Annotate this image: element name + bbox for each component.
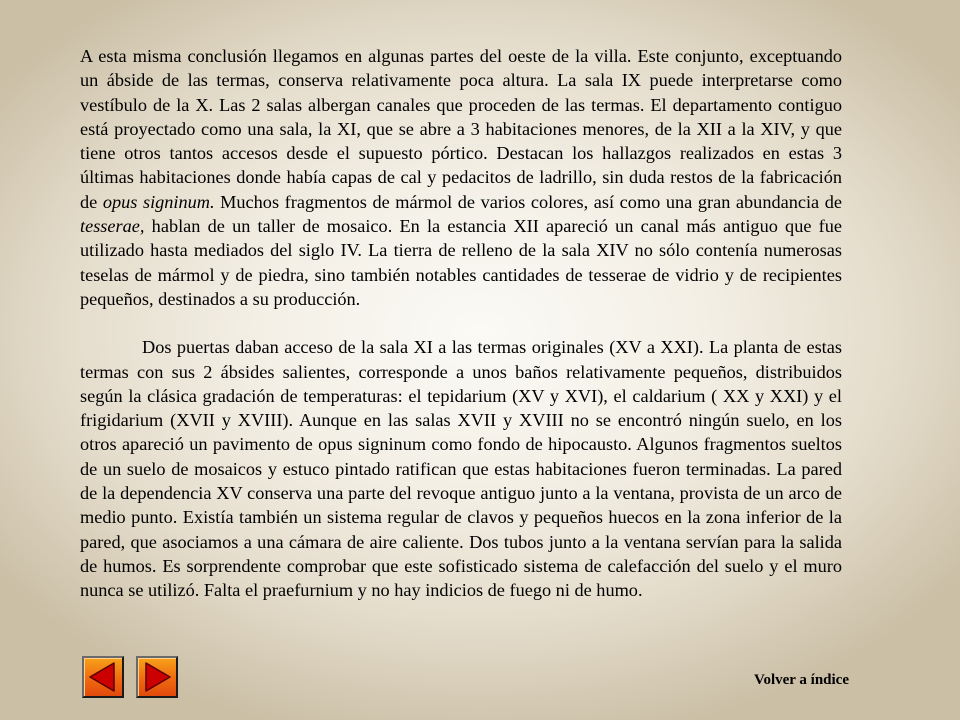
- latin-term-opus-signinum: opus signinum.: [102, 191, 215, 212]
- paragraph-2: Dos puertas daban acceso de la sala XI a las termas originales (XV a XXI). La planta de estas termas con sus 2 ábsides salientes, corresponde a unos baños relativamente pequeños, distribuidos según la clásica gradación de temperaturas: el tepidarium (XV y XVI), el caldarium ( XX y XXI) y el frigidarium (XVII y XVIII). Aunque en las salas XVII y XVIII no se encontró ningún suelo, en los otros apareció un pavimento de opus signinum como fondo de hipocausto. Algunos fragmentos sueltos de un suelo de mosaicos y estuco pintado ratifican que estas habitaciones fueron terminadas. La pared de la dependencia XV conserva una parte del revoque antiguo junto a la ventana, provista de un arco de medio punto. Existía también un sistema regular de clavos y pequeños huecos en la zona inferior de la pared, que asociamos a una cámara de aire caliente. Dos tubos junto a la ventana servían para la salida de humos. Es sorprendente comprobar que este sofisticado sistema de calefacción del suelo y el muro nunca se utilizó. Falta el praefurnium y no hay indicios de fuego ni de humo.: [80, 337, 842, 601]
- arrow-left-icon: [84, 658, 122, 696]
- latin-term-tesserae: tesserae,: [80, 216, 145, 237]
- document-body: [80, 44, 842, 603]
- back-to-index-link[interactable]: Volver a índice: [754, 672, 850, 688]
- arrow-right-icon: [138, 658, 176, 696]
- paragraph-1-part-2: Muchos fragmentos de mármol de varios colores, así como una gran abundancia de: [214, 191, 843, 212]
- next-slide-button[interactable]: [136, 656, 178, 698]
- previous-slide-button[interactable]: [82, 656, 124, 698]
- paragraph-1-part-1: A esta misma conclusión llegamos en algunas partes del oeste de la villa. Este conjunto, exceptuando un ábside de las termas, conserva relativamente poca altura. La sala IX puede interpretarse como vestíbulo de la X. Las 2 salas albergan canales que proceden de las termas. El departamento contiguo está proyectado como una sala, la XI, que se abre a 3 habitaciones menores, de la XII a la XIV, y que tiene otros tantos accesos desde el supuesto pórtico. Destacan los hallazgos realizados en estas 3 últimas habitaciones donde había capas de cal y pedacitos de ladrillo, sin duda restos de la fabricación de: [80, 46, 842, 212]
- paragraph-1: [80, 44, 842, 311]
- paragraph-1-part-3: hablan de un taller de mosaico. En la estancia XII apareció un canal más antiguo que fue utilizado hasta mediados del siglo IV. La tierra de relleno de la sala XIV no sólo contenía numerosas teselas de mármol y de piedra, sino también notables cantidades de tesserae de vidrio y de recipientes pequeños, destinados a su producción.: [80, 216, 842, 309]
